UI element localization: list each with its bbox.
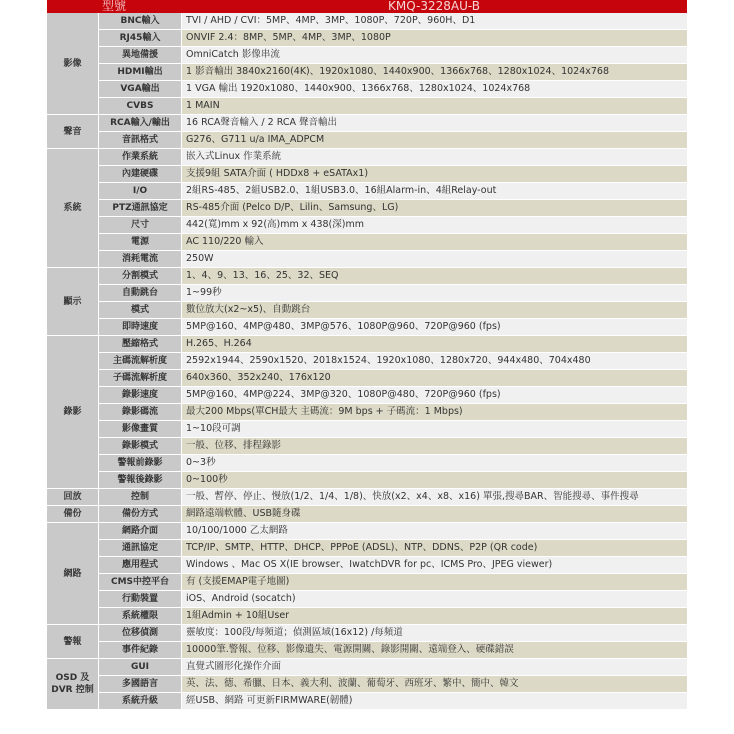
spec-label: HDMI輸出 — [98, 64, 181, 81]
spec-row — [47, 251, 687, 268]
spec-value: 直覺式圖形化操作介面 — [181, 659, 687, 676]
spec-label: 應用程式 — [98, 557, 181, 574]
spec-value: ONVIF 2.4：8MP、5MP、4MP、3MP、1080P — [181, 30, 687, 47]
spec-value: TCP/IP、SMTP、HTTP、DHCP、PPPoE (ADSL)、NTP、DDNS、P2P (QR code) — [181, 540, 687, 557]
spec-row — [47, 285, 687, 302]
spec-row — [47, 438, 687, 455]
spec-row — [47, 472, 687, 489]
spec-label: I/O — [98, 183, 181, 200]
spec-value: AC 110/220 輸入 — [181, 234, 687, 251]
spec-value: 2組RS-485、2組USB2.0、1組USB3.0、16組Alarm-in、4組Relay-out — [181, 183, 687, 200]
header-row — [47, 0, 687, 13]
spec-label: CVBS — [98, 98, 181, 115]
spec-value: OmniCatch 影像串流 — [181, 47, 687, 64]
spec-label: 電源 — [98, 234, 181, 251]
spec-label: 警報前錄影 — [98, 455, 181, 472]
spec-row — [47, 336, 687, 353]
spec-row — [47, 268, 687, 285]
category-cell: 備份 — [47, 506, 98, 523]
spec-value: 1組Admin + 10組User — [181, 608, 687, 625]
spec-row — [47, 64, 687, 81]
spec-row — [47, 132, 687, 149]
spec-label: 影像畫質 — [98, 421, 181, 438]
spec-value: 442(寬)mm x 92(高)mm x 438(深)mm — [181, 217, 687, 234]
spec-value: 250W — [181, 251, 687, 268]
spec-value: RS-485介面 (Pelco D/P、Lilin、Samsung、LG) — [181, 200, 687, 217]
model-name: KMQ-3228AU-B — [181, 0, 687, 13]
spec-row — [47, 319, 687, 336]
spec-value: 16 RCA聲音輸入 / 2 RCA 聲音輸出 — [181, 115, 687, 132]
spec-row — [47, 591, 687, 608]
spec-row — [47, 98, 687, 115]
spec-value: 嵌入式Linux 作業系統 — [181, 149, 687, 166]
category-cell: 回放 — [47, 489, 98, 506]
spec-row — [47, 183, 687, 200]
spec-row — [47, 455, 687, 472]
spec-row — [47, 676, 687, 693]
spec-row — [47, 642, 687, 659]
spec-label: 自動跳台 — [98, 285, 181, 302]
spec-value: 1、4、9、13、16、25、32、SEQ — [181, 268, 687, 285]
spec-label: 模式 — [98, 302, 181, 319]
spec-row — [47, 421, 687, 438]
spec-value: 1~10段可調 — [181, 421, 687, 438]
spec-label: 壓縮格式 — [98, 336, 181, 353]
spec-value: 640x360、352x240、176x120 — [181, 370, 687, 387]
spec-value: 靈敏度：100段/每頻道；偵測區域(16x12) /每頻道 — [181, 625, 687, 642]
spec-label: BNC輸入 — [98, 13, 181, 30]
spec-label: 備份方式 — [98, 506, 181, 523]
spec-label: 作業系統 — [98, 149, 181, 166]
spec-value: 1 VGA 輸出 1920x1080、1440x900、1366x768、1280x1024、1024x768 — [181, 81, 687, 98]
spec-label: 網路介面 — [98, 523, 181, 540]
model-label: 型號 — [47, 0, 181, 13]
spec-row — [47, 13, 687, 30]
spec-value: 經USB、網路 可更新FIRMWARE(韌體) — [181, 693, 687, 710]
spec-row — [47, 659, 687, 676]
spec-label: 系統升級 — [98, 693, 181, 710]
spec-value: 最大200 Mbps(單CH最大 主碼流：9M bps + 子碼流：1 Mbps) — [181, 404, 687, 421]
spec-row — [47, 625, 687, 642]
spec-label: GUI — [98, 659, 181, 676]
spec-value: H.265、H.264 — [181, 336, 687, 353]
spec-row — [47, 608, 687, 625]
spec-label: 位移偵測 — [98, 625, 181, 642]
spec-row — [47, 370, 687, 387]
spec-label: 錄影速度 — [98, 387, 181, 404]
spec-label: RJ45輸入 — [98, 30, 181, 47]
spec-value: 0~100秒 — [181, 472, 687, 489]
spec-row — [47, 693, 687, 710]
spec-value: 支援9組 SATA介面 ( HDDx8 + eSATAx1) — [181, 166, 687, 183]
spec-value: iOS、Android (socatch) — [181, 591, 687, 608]
category-cell: OSD 及 DVR 控制 — [47, 659, 98, 710]
spec-row — [47, 30, 687, 47]
spec-value: 1 MAIN — [181, 98, 687, 115]
spec-value: Windows 、Mac OS X(IE browser、IwatchDVR for pc、ICMS Pro、JPEG viewer) — [181, 557, 687, 574]
category-cell: 聲音 — [47, 115, 98, 149]
spec-row — [47, 523, 687, 540]
spec-value: 數位放大(x2~x5)、自動跳台 — [181, 302, 687, 319]
category-cell: 錄影 — [47, 336, 98, 489]
spec-label: VGA輸出 — [98, 81, 181, 98]
spec-value: 1 影音輸出 3840x2160(4K)、1920x1080、1440x900、1366x768、1280x1024、1024x768 — [181, 64, 687, 81]
spec-label: 多國語言 — [98, 676, 181, 693]
spec-label: 通訊協定 — [98, 540, 181, 557]
spec-value: 一般、位移、排程錄影 — [181, 438, 687, 455]
spec-row — [47, 217, 687, 234]
category-cell: 警報 — [47, 625, 98, 659]
spec-value: 有 (支援EMAP電子地圖) — [181, 574, 687, 591]
spec-row — [47, 115, 687, 132]
spec-value: 一般、暫停、停止、慢放(1/2、1/4、1/8)、快放(x2、x4、x8、x16) 單張,搜尋BAR、智能搜尋、事件搜尋 — [181, 489, 687, 506]
spec-label: 消耗電流 — [98, 251, 181, 268]
category-cell: 影像 — [47, 13, 98, 115]
spec-label: 錄影模式 — [98, 438, 181, 455]
spec-value: 1~99秒 — [181, 285, 687, 302]
spec-row — [47, 200, 687, 217]
spec-label: 警報後錄影 — [98, 472, 181, 489]
spec-table — [47, 0, 687, 710]
spec-label: CMS中控平台 — [98, 574, 181, 591]
spec-label: RCA輸入/輸出 — [98, 115, 181, 132]
spec-label: 主碼流解析度 — [98, 353, 181, 370]
spec-label: 控制 — [98, 489, 181, 506]
spec-label: 系統權限 — [98, 608, 181, 625]
spec-value: 英、法、德、希臘、日本、義大利、波蘭、葡萄牙、西班牙、繁中、簡中、韓文 — [181, 676, 687, 693]
spec-row — [47, 302, 687, 319]
spec-label: 分割模式 — [98, 268, 181, 285]
spec-row — [47, 234, 687, 251]
spec-label: 即時速度 — [98, 319, 181, 336]
spec-value: TVI / AHD / CVI：5MP、4MP、3MP、1080P、720P、960H、D1 — [181, 13, 687, 30]
category-cell: 顯示 — [47, 268, 98, 336]
spec-row — [47, 387, 687, 404]
spec-row — [47, 149, 687, 166]
spec-label: 錄影碼流 — [98, 404, 181, 421]
spec-row — [47, 353, 687, 370]
category-cell: 系統 — [47, 149, 98, 268]
spec-row — [47, 574, 687, 591]
spec-label: 內建硬碟 — [98, 166, 181, 183]
spec-value: 10000筆.警報、位移、影像遺失、電源開關、錄影開關、遠端登入、硬碟錯誤 — [181, 642, 687, 659]
spec-row — [47, 166, 687, 183]
spec-label: 音訊格式 — [98, 132, 181, 149]
spec-row — [47, 540, 687, 557]
category-cell: 網路 — [47, 523, 98, 625]
spec-row — [47, 404, 687, 421]
spec-value: G276、G711 u/a IMA_ADPCM — [181, 132, 687, 149]
spec-value: 網路遠端軟體、USB隨身碟 — [181, 506, 687, 523]
spec-value: 10/100/1000 乙太網路 — [181, 523, 687, 540]
spec-label: 尺寸 — [98, 217, 181, 234]
spec-value: 0~3秒 — [181, 455, 687, 472]
spec-value: 2592x1944、2590x1520、2018x1524、1920x1080、1280x720、944x480、704x480 — [181, 353, 687, 370]
spec-value: 5MP@160、4MP@224、3MP@320、1080P@480、720P@960 (fps) — [181, 387, 687, 404]
spec-label: 異地備援 — [98, 47, 181, 64]
spec-label: 行動裝置 — [98, 591, 181, 608]
spec-row — [47, 81, 687, 98]
spec-row — [47, 47, 687, 64]
spec-label: 事件紀錄 — [98, 642, 181, 659]
spec-row — [47, 506, 687, 523]
spec-label: 子碼流解析度 — [98, 370, 181, 387]
spec-row — [47, 489, 687, 506]
spec-value: 5MP@160、4MP@480、3MP@576、1080P@960、720P@960 (fps) — [181, 319, 687, 336]
spec-row — [47, 557, 687, 574]
spec-label: PTZ通訊協定 — [98, 200, 181, 217]
